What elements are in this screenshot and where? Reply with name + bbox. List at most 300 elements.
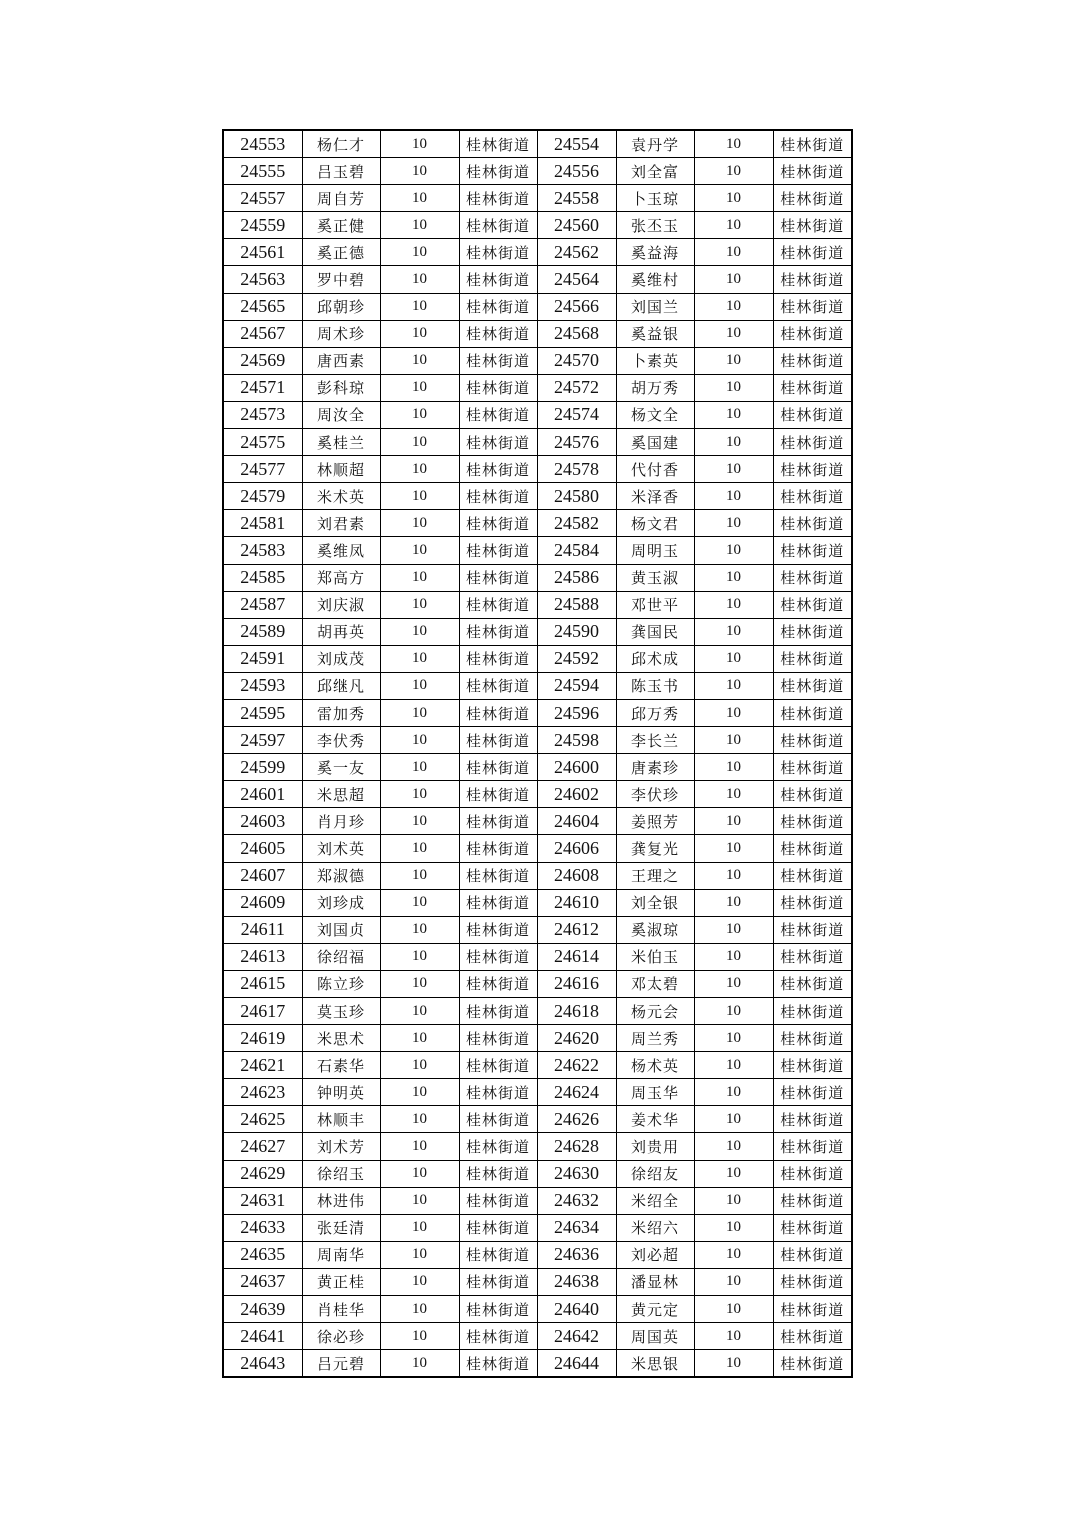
record-number-cell: 24554 (537, 130, 616, 158)
count-value-cell: 10 (694, 510, 773, 537)
count-value-cell: 10 (380, 1187, 459, 1214)
record-number-cell: 24614 (537, 943, 616, 970)
person-name-cell: 黄正桂 (302, 1268, 380, 1295)
record-number-cell: 24558 (537, 185, 616, 212)
record-number-cell: 24602 (537, 781, 616, 808)
street-name-cell: 桂林街道 (459, 889, 537, 916)
table-row (223, 1350, 852, 1378)
record-number-cell: 24605 (223, 835, 302, 862)
record-number-cell: 24589 (223, 618, 302, 645)
person-name-cell: 米思银 (616, 1350, 694, 1378)
street-name-cell: 桂林街道 (773, 591, 852, 618)
count-value-cell: 10 (694, 401, 773, 428)
count-value-cell: 10 (694, 1106, 773, 1133)
count-value-cell: 10 (694, 1160, 773, 1187)
record-number-cell: 24627 (223, 1133, 302, 1160)
street-name-cell: 桂林街道 (773, 564, 852, 591)
table-row (223, 1025, 852, 1052)
count-value-cell: 10 (380, 239, 459, 266)
record-number-cell: 24618 (537, 998, 616, 1025)
person-name-cell: 刘珍成 (302, 889, 380, 916)
count-value-cell: 10 (694, 645, 773, 672)
street-name-cell: 桂林街道 (773, 1296, 852, 1323)
count-value-cell: 10 (694, 1214, 773, 1241)
person-name-cell: 奚桂兰 (302, 429, 380, 456)
person-name-cell: 胡再英 (302, 618, 380, 645)
person-name-cell: 卜素英 (616, 347, 694, 374)
table-row (223, 591, 852, 618)
roster-table (222, 129, 853, 1378)
person-name-cell: 肖桂华 (302, 1296, 380, 1323)
table-row (223, 266, 852, 293)
person-name-cell: 刘国贞 (302, 916, 380, 943)
person-name-cell: 杨术英 (616, 1052, 694, 1079)
person-name-cell: 胡万秀 (616, 374, 694, 401)
record-number-cell: 24575 (223, 429, 302, 456)
count-value-cell: 10 (694, 320, 773, 347)
street-name-cell: 桂林街道 (773, 239, 852, 266)
record-number-cell: 24616 (537, 970, 616, 997)
street-name-cell: 桂林街道 (459, 564, 537, 591)
person-name-cell: 郑高方 (302, 564, 380, 591)
count-value-cell: 10 (380, 889, 459, 916)
street-name-cell: 桂林街道 (459, 808, 537, 835)
count-value-cell: 10 (694, 618, 773, 645)
count-value-cell: 10 (694, 781, 773, 808)
count-value-cell: 10 (694, 483, 773, 510)
table-row (223, 1268, 852, 1295)
street-name-cell: 桂林街道 (459, 130, 537, 158)
street-name-cell: 桂林街道 (773, 537, 852, 564)
count-value-cell: 10 (694, 1187, 773, 1214)
table-row (223, 456, 852, 483)
street-name-cell: 桂林街道 (459, 618, 537, 645)
street-name-cell: 桂林街道 (773, 970, 852, 997)
table-row (223, 239, 852, 266)
street-name-cell: 桂林街道 (773, 1079, 852, 1106)
street-name-cell: 桂林街道 (459, 1133, 537, 1160)
count-value-cell: 10 (380, 645, 459, 672)
table-row (223, 835, 852, 862)
record-number-cell: 24573 (223, 401, 302, 428)
record-number-cell: 24625 (223, 1106, 302, 1133)
street-name-cell: 桂林街道 (459, 266, 537, 293)
count-value-cell: 10 (694, 1079, 773, 1106)
count-value-cell: 10 (694, 1350, 773, 1378)
person-name-cell: 邱朝珍 (302, 293, 380, 320)
record-number-cell: 24633 (223, 1214, 302, 1241)
count-value-cell: 10 (694, 970, 773, 997)
record-number-cell: 24596 (537, 699, 616, 726)
street-name-cell: 桂林街道 (773, 510, 852, 537)
person-name-cell: 卜玉琼 (616, 185, 694, 212)
person-name-cell: 周明玉 (616, 537, 694, 564)
street-name-cell: 桂林街道 (459, 862, 537, 889)
record-number-cell: 24621 (223, 1052, 302, 1079)
record-number-cell: 24562 (537, 239, 616, 266)
street-name-cell: 桂林街道 (459, 158, 537, 185)
count-value-cell: 10 (380, 672, 459, 699)
person-name-cell: 彭科琼 (302, 374, 380, 401)
person-name-cell: 周国英 (616, 1323, 694, 1350)
record-number-cell: 24566 (537, 293, 616, 320)
table-row (223, 618, 852, 645)
count-value-cell: 10 (380, 1079, 459, 1106)
record-number-cell: 24622 (537, 1052, 616, 1079)
count-value-cell: 10 (380, 347, 459, 374)
table-row (223, 970, 852, 997)
street-name-cell: 桂林街道 (459, 320, 537, 347)
person-name-cell: 米伯玉 (616, 943, 694, 970)
street-name-cell: 桂林街道 (459, 1323, 537, 1350)
person-name-cell: 米术英 (302, 483, 380, 510)
count-value-cell: 10 (694, 943, 773, 970)
street-name-cell: 桂林街道 (459, 943, 537, 970)
street-name-cell: 桂林街道 (459, 537, 537, 564)
count-value-cell: 10 (380, 1025, 459, 1052)
table-row (223, 1079, 852, 1106)
record-number-cell: 24595 (223, 699, 302, 726)
street-name-cell: 桂林街道 (459, 998, 537, 1025)
record-number-cell: 24600 (537, 754, 616, 781)
record-number-cell: 24606 (537, 835, 616, 862)
table-row (223, 320, 852, 347)
street-name-cell: 桂林街道 (459, 699, 537, 726)
street-name-cell: 桂林街道 (459, 1296, 537, 1323)
table-row (223, 889, 852, 916)
record-number-cell: 24623 (223, 1079, 302, 1106)
street-name-cell: 桂林街道 (459, 645, 537, 672)
street-name-cell: 桂林街道 (773, 266, 852, 293)
street-name-cell: 桂林街道 (773, 1025, 852, 1052)
street-name-cell: 桂林街道 (773, 320, 852, 347)
person-name-cell: 林顺丰 (302, 1106, 380, 1133)
person-name-cell: 刘成茂 (302, 645, 380, 672)
street-name-cell: 桂林街道 (773, 862, 852, 889)
record-number-cell: 24634 (537, 1214, 616, 1241)
street-name-cell: 桂林街道 (459, 1187, 537, 1214)
record-number-cell: 24631 (223, 1187, 302, 1214)
count-value-cell: 10 (380, 1323, 459, 1350)
person-name-cell: 吕玉碧 (302, 158, 380, 185)
count-value-cell: 10 (694, 266, 773, 293)
record-number-cell: 24569 (223, 347, 302, 374)
street-name-cell: 桂林街道 (773, 456, 852, 483)
person-name-cell: 代付香 (616, 456, 694, 483)
street-name-cell: 桂林街道 (459, 1268, 537, 1295)
street-name-cell: 桂林街道 (773, 1214, 852, 1241)
record-number-cell: 24581 (223, 510, 302, 537)
street-name-cell: 桂林街道 (773, 212, 852, 239)
record-number-cell: 24601 (223, 781, 302, 808)
street-name-cell: 桂林街道 (459, 1241, 537, 1268)
person-name-cell: 米绍全 (616, 1187, 694, 1214)
record-number-cell: 24594 (537, 672, 616, 699)
table-row (223, 1323, 852, 1350)
table-row (223, 1296, 852, 1323)
table-row (223, 185, 852, 212)
street-name-cell: 桂林街道 (773, 185, 852, 212)
record-number-cell: 24555 (223, 158, 302, 185)
street-name-cell: 桂林街道 (773, 618, 852, 645)
count-value-cell: 10 (694, 429, 773, 456)
count-value-cell: 10 (380, 1160, 459, 1187)
street-name-cell: 桂林街道 (773, 293, 852, 320)
count-value-cell: 10 (380, 130, 459, 158)
record-number-cell: 24619 (223, 1025, 302, 1052)
count-value-cell: 10 (380, 1296, 459, 1323)
street-name-cell: 桂林街道 (773, 1160, 852, 1187)
record-number-cell: 24604 (537, 808, 616, 835)
street-name-cell: 桂林街道 (773, 672, 852, 699)
record-number-cell: 24592 (537, 645, 616, 672)
street-name-cell: 桂林街道 (773, 645, 852, 672)
count-value-cell: 10 (380, 591, 459, 618)
person-name-cell: 林顺超 (302, 456, 380, 483)
table-row (223, 347, 852, 374)
record-number-cell: 24564 (537, 266, 616, 293)
count-value-cell: 10 (380, 293, 459, 320)
person-name-cell: 周兰秀 (616, 1025, 694, 1052)
person-name-cell: 刘术英 (302, 835, 380, 862)
record-number-cell: 24590 (537, 618, 616, 645)
record-number-cell: 24565 (223, 293, 302, 320)
table-row (223, 1160, 852, 1187)
record-number-cell: 24553 (223, 130, 302, 158)
person-name-cell: 李长兰 (616, 727, 694, 754)
record-number-cell: 24636 (537, 1241, 616, 1268)
record-number-cell: 24586 (537, 564, 616, 591)
table-row (223, 645, 852, 672)
person-name-cell: 刘术芳 (302, 1133, 380, 1160)
street-name-cell: 桂林街道 (459, 1106, 537, 1133)
count-value-cell: 10 (380, 727, 459, 754)
street-name-cell: 桂林街道 (459, 672, 537, 699)
person-name-cell: 米思超 (302, 781, 380, 808)
count-value-cell: 10 (694, 1268, 773, 1295)
person-name-cell: 唐西素 (302, 347, 380, 374)
count-value-cell: 10 (694, 916, 773, 943)
record-number-cell: 24591 (223, 645, 302, 672)
count-value-cell: 10 (380, 1268, 459, 1295)
person-name-cell: 刘全银 (616, 889, 694, 916)
street-name-cell: 桂林街道 (773, 1323, 852, 1350)
person-name-cell: 米思术 (302, 1025, 380, 1052)
street-name-cell: 桂林街道 (773, 1350, 852, 1378)
count-value-cell: 10 (694, 212, 773, 239)
count-value-cell: 10 (694, 239, 773, 266)
person-name-cell: 郑淑德 (302, 862, 380, 889)
person-name-cell: 邱继凡 (302, 672, 380, 699)
street-name-cell: 桂林街道 (773, 781, 852, 808)
count-value-cell: 10 (380, 564, 459, 591)
person-name-cell: 奚国建 (616, 429, 694, 456)
count-value-cell: 10 (694, 1296, 773, 1323)
person-name-cell: 龚国民 (616, 618, 694, 645)
record-number-cell: 24576 (537, 429, 616, 456)
count-value-cell: 10 (380, 320, 459, 347)
count-value-cell: 10 (380, 266, 459, 293)
street-name-cell: 桂林街道 (459, 1350, 537, 1378)
table-row (223, 727, 852, 754)
count-value-cell: 10 (694, 130, 773, 158)
table-row (223, 374, 852, 401)
record-number-cell: 24559 (223, 212, 302, 239)
record-number-cell: 24632 (537, 1187, 616, 1214)
table-row (223, 158, 852, 185)
person-name-cell: 石素华 (302, 1052, 380, 1079)
count-value-cell: 10 (380, 808, 459, 835)
person-name-cell: 罗中碧 (302, 266, 380, 293)
person-name-cell: 袁丹学 (616, 130, 694, 158)
count-value-cell: 10 (694, 1323, 773, 1350)
table-row (223, 781, 852, 808)
record-number-cell: 24588 (537, 591, 616, 618)
count-value-cell: 10 (694, 1025, 773, 1052)
table-row (223, 916, 852, 943)
count-value-cell: 10 (694, 1241, 773, 1268)
person-name-cell: 肖月珍 (302, 808, 380, 835)
count-value-cell: 10 (380, 158, 459, 185)
street-name-cell: 桂林街道 (773, 754, 852, 781)
record-number-cell: 24609 (223, 889, 302, 916)
count-value-cell: 10 (694, 347, 773, 374)
record-number-cell: 24637 (223, 1268, 302, 1295)
person-name-cell: 刘贵用 (616, 1133, 694, 1160)
count-value-cell: 10 (694, 158, 773, 185)
count-value-cell: 10 (694, 699, 773, 726)
person-name-cell: 奚益海 (616, 239, 694, 266)
street-name-cell: 桂林街道 (459, 483, 537, 510)
person-name-cell: 刘必超 (616, 1241, 694, 1268)
table-row (223, 862, 852, 889)
record-number-cell: 24583 (223, 537, 302, 564)
table-row (223, 699, 852, 726)
street-name-cell: 桂林街道 (459, 835, 537, 862)
person-name-cell: 龚复光 (616, 835, 694, 862)
street-name-cell: 桂林街道 (773, 1052, 852, 1079)
count-value-cell: 10 (694, 754, 773, 781)
record-number-cell: 24556 (537, 158, 616, 185)
record-number-cell: 24585 (223, 564, 302, 591)
street-name-cell: 桂林街道 (773, 158, 852, 185)
table-row (223, 510, 852, 537)
table-row (223, 1187, 852, 1214)
record-number-cell: 24617 (223, 998, 302, 1025)
person-name-cell: 唐素珍 (616, 754, 694, 781)
person-name-cell: 李伏珍 (616, 781, 694, 808)
person-name-cell: 雷加秀 (302, 699, 380, 726)
record-number-cell: 24597 (223, 727, 302, 754)
person-name-cell: 张丕玉 (616, 212, 694, 239)
count-value-cell: 10 (380, 212, 459, 239)
person-name-cell: 姜术华 (616, 1106, 694, 1133)
table-row (223, 483, 852, 510)
person-name-cell: 潘显林 (616, 1268, 694, 1295)
table-row (223, 130, 852, 158)
table-row (223, 998, 852, 1025)
person-name-cell: 刘全富 (616, 158, 694, 185)
street-name-cell: 桂林街道 (773, 916, 852, 943)
count-value-cell: 10 (694, 862, 773, 889)
street-name-cell: 桂林街道 (459, 347, 537, 374)
record-number-cell: 24620 (537, 1025, 616, 1052)
person-name-cell: 奚益银 (616, 320, 694, 347)
record-number-cell: 24629 (223, 1160, 302, 1187)
count-value-cell: 10 (380, 618, 459, 645)
count-value-cell: 10 (380, 835, 459, 862)
street-name-cell: 桂林街道 (459, 1214, 537, 1241)
record-number-cell: 24570 (537, 347, 616, 374)
person-name-cell: 杨文全 (616, 401, 694, 428)
count-value-cell: 10 (380, 483, 459, 510)
table-row (223, 564, 852, 591)
street-name-cell: 桂林街道 (459, 293, 537, 320)
roster-body (223, 130, 852, 1377)
street-name-cell: 桂林街道 (459, 1160, 537, 1187)
count-value-cell: 10 (380, 1106, 459, 1133)
person-name-cell: 奚一友 (302, 754, 380, 781)
record-number-cell: 24642 (537, 1323, 616, 1350)
street-name-cell: 桂林街道 (773, 889, 852, 916)
street-name-cell: 桂林街道 (459, 970, 537, 997)
count-value-cell: 10 (694, 672, 773, 699)
person-name-cell: 黄玉淑 (616, 564, 694, 591)
record-number-cell: 24560 (537, 212, 616, 239)
person-name-cell: 邓世平 (616, 591, 694, 618)
record-number-cell: 24641 (223, 1323, 302, 1350)
record-number-cell: 24598 (537, 727, 616, 754)
street-name-cell: 桂林街道 (773, 808, 852, 835)
person-name-cell: 刘君素 (302, 510, 380, 537)
street-name-cell: 桂林街道 (459, 1079, 537, 1106)
street-name-cell: 桂林街道 (773, 401, 852, 428)
count-value-cell: 10 (694, 835, 773, 862)
count-value-cell: 10 (694, 998, 773, 1025)
person-name-cell: 王理之 (616, 862, 694, 889)
person-name-cell: 周自芳 (302, 185, 380, 212)
person-name-cell: 杨文君 (616, 510, 694, 537)
record-number-cell: 24587 (223, 591, 302, 618)
street-name-cell: 桂林街道 (773, 374, 852, 401)
count-value-cell: 10 (380, 862, 459, 889)
person-name-cell: 邱术成 (616, 645, 694, 672)
count-value-cell: 10 (380, 185, 459, 212)
record-number-cell: 24571 (223, 374, 302, 401)
person-name-cell: 周南华 (302, 1241, 380, 1268)
count-value-cell: 10 (380, 401, 459, 428)
person-name-cell: 奚正健 (302, 212, 380, 239)
street-name-cell: 桂林街道 (459, 456, 537, 483)
person-name-cell: 邱万秀 (616, 699, 694, 726)
count-value-cell: 10 (380, 916, 459, 943)
street-name-cell: 桂林街道 (459, 212, 537, 239)
table-row (223, 754, 852, 781)
record-number-cell: 24638 (537, 1268, 616, 1295)
record-number-cell: 24608 (537, 862, 616, 889)
count-value-cell: 10 (694, 1052, 773, 1079)
person-name-cell: 米绍六 (616, 1214, 694, 1241)
count-value-cell: 10 (694, 537, 773, 564)
count-value-cell: 10 (380, 699, 459, 726)
street-name-cell: 桂林街道 (459, 510, 537, 537)
street-name-cell: 桂林街道 (459, 754, 537, 781)
table-row (223, 808, 852, 835)
record-number-cell: 24612 (537, 916, 616, 943)
record-number-cell: 24615 (223, 970, 302, 997)
count-value-cell: 10 (380, 1350, 459, 1378)
table-row (223, 1241, 852, 1268)
